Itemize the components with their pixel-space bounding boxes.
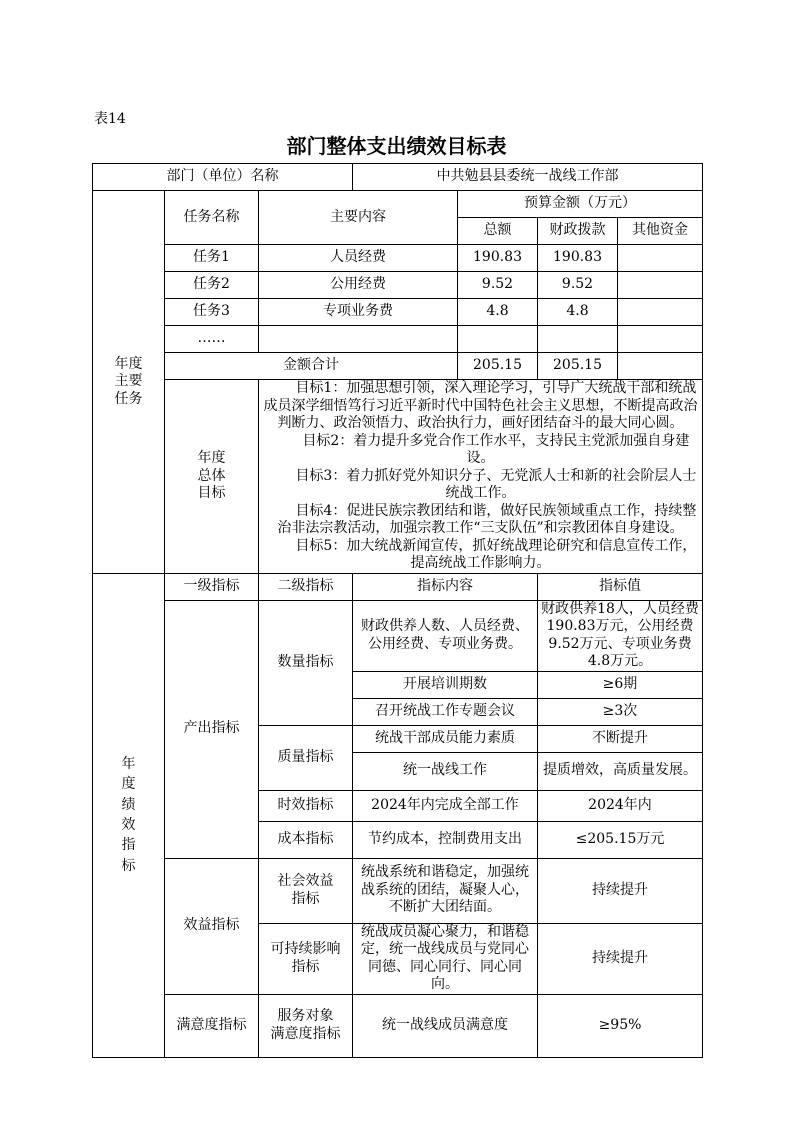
- task-content: 公用经费: [259, 272, 458, 299]
- indicator-row: [93, 600, 703, 671]
- task-name-header: 任务名称: [165, 191, 259, 245]
- task-row: [93, 272, 703, 299]
- goal-item: 目标1：加强思想引领，深入理论学习，引导广大统战干部和统战成员深学细悟笃行习近平新时代中国特色社会主义思想，不断提高政治判断力、政治领悟力、政治执行力，画好团结奋斗的最大同心圆。: [263, 380, 698, 431]
- quantity-indicator-label: 数量指标: [259, 600, 353, 725]
- indicator-row: [93, 994, 703, 1057]
- timeliness-indicator-label: 时效指标: [259, 790, 353, 821]
- task-fiscal: 4.8: [538, 299, 618, 326]
- goal-item: 目标4：促进民族宗教团结和谐，做好民族领域重点工作，持续整治非法宗教活动，加强宗教工作“三支队伍”和宗教团体自身建设。: [277, 502, 697, 536]
- indicator-row: [93, 858, 703, 923]
- level2-header: 二级指标: [259, 573, 353, 600]
- indicator-value: 不断提升: [538, 725, 703, 752]
- sum-other: [618, 353, 703, 380]
- tasks-section-label: 年度 主要 任务: [93, 191, 165, 574]
- indicator-content: 节约成本，控制费用支出: [353, 821, 538, 858]
- goals-section-label: 年度 总体 目标: [165, 380, 259, 574]
- task-total: 4.8: [458, 299, 538, 326]
- task-content: 人员经费: [259, 245, 458, 272]
- indicators-section-label: 年 度 绩 效 指 标: [93, 573, 165, 1057]
- task-content: 专项业务费: [259, 299, 458, 326]
- indicator-content: 开展培训期数: [353, 671, 538, 698]
- indicator-value: ≥95%: [538, 994, 703, 1057]
- goal-item: 目标2：着力提升多党合作工作水平，支持民主党派加强自身建设。: [302, 432, 690, 466]
- indicator-value: 财政供养18人，人员经费190.83万元，公用经费9.52万元、专项业务费4.8万元。: [538, 600, 703, 671]
- task-total: 9.52: [458, 272, 538, 299]
- output-indicator-label: 产出指标: [165, 600, 259, 858]
- budget-fiscal-header: 财政拨款: [538, 218, 618, 245]
- budget-header: 预算金额（万元）: [458, 191, 703, 218]
- sustainable-impact-label: 可持续影响 指标: [259, 923, 353, 994]
- service-satisfaction-label: 服务对象 满意度指标: [259, 994, 353, 1057]
- indicator-value: ≥6期: [538, 671, 703, 698]
- task-row: [93, 326, 703, 353]
- task-name: 任务1: [165, 245, 259, 272]
- task-fiscal: 9.52: [538, 272, 618, 299]
- goals-row: [93, 380, 703, 574]
- indicator-content-header: 指标内容: [353, 573, 538, 600]
- page-title: 部门整体支出绩效目标表: [286, 134, 507, 158]
- quality-indicator-label: 质量指标: [259, 725, 353, 790]
- indicator-content: 统战系统和谐稳定，加强统战系统的团结，凝聚人心，不断扩大团结面。: [353, 858, 538, 923]
- task-other: [618, 299, 703, 326]
- indicator-value: ≤205.15万元: [538, 821, 703, 858]
- indicator-value: 2024年内: [538, 790, 703, 821]
- task-total: 190.83: [458, 245, 538, 272]
- indicator-content: 召开统战工作专题会议: [353, 698, 538, 725]
- goals-content: [259, 380, 703, 574]
- goal-item: 目标5：加大统战新闻宣传，抓好统战理论研究和信息宣传工作，提高统战工作影响力。: [295, 537, 697, 571]
- sum-row: [93, 353, 703, 380]
- task-header-row: [93, 191, 703, 218]
- table-number-label: 表14: [94, 111, 126, 127]
- budget-total-header: 总额: [458, 218, 538, 245]
- task-name: ……: [165, 326, 259, 353]
- task-total: [458, 326, 538, 353]
- indicator-content: 财政供养人数、人员经费、公用经费、专项业务费。: [353, 600, 538, 671]
- indicator-header-row: [93, 573, 703, 600]
- task-other: [618, 245, 703, 272]
- indicator-content: 统一战线工作: [353, 752, 538, 790]
- indicator-value: 持续提升: [538, 923, 703, 994]
- task-content-header: 主要内容: [259, 191, 458, 245]
- task-other: [618, 326, 703, 353]
- performance-target-table: [92, 163, 703, 1058]
- task-content: [259, 326, 458, 353]
- social-benefit-label: 社会效益 指标: [259, 858, 353, 923]
- indicator-value: ≥3次: [538, 698, 703, 725]
- indicator-content: 统战干部成员能力素质: [353, 725, 538, 752]
- task-fiscal: 190.83: [538, 245, 618, 272]
- indicator-content: 2024年内完成全部工作: [353, 790, 538, 821]
- cost-indicator-label: 成本指标: [259, 821, 353, 858]
- dept-label: 部门（单位）名称: [93, 164, 353, 191]
- level1-header: 一级指标: [165, 573, 259, 600]
- indicator-value-header: 指标值: [538, 573, 703, 600]
- indicator-value: 持续提升: [538, 858, 703, 923]
- sum-total: 205.15: [458, 353, 538, 380]
- sum-fiscal: 205.15: [538, 353, 618, 380]
- indicator-value: 提质增效，高质量发展。: [538, 752, 703, 790]
- budget-other-header: 其他资金: [618, 218, 703, 245]
- dept-row: [93, 164, 703, 191]
- task-row: [93, 245, 703, 272]
- indicator-content: 统战成员凝心聚力，和谐稳定，统一战线成员与党同心同德、同心同行、同心同向。: [353, 923, 538, 994]
- dept-value: 中共勉县县委统一战线工作部: [353, 164, 703, 191]
- task-other: [618, 272, 703, 299]
- task-fiscal: [538, 326, 618, 353]
- goal-item: 目标3：着力抓好党外知识分子、无党派人士和新的社会阶层人士统战工作。: [295, 467, 697, 501]
- task-row: [93, 299, 703, 326]
- sum-label: 金额合计: [165, 353, 458, 380]
- indicator-content: 统一战线成员满意度: [353, 994, 538, 1057]
- benefit-indicator-label: 效益指标: [165, 858, 259, 994]
- task-name: 任务3: [165, 299, 259, 326]
- task-name: 任务2: [165, 272, 259, 299]
- satisfaction-indicator-label: 满意度指标: [165, 994, 259, 1057]
